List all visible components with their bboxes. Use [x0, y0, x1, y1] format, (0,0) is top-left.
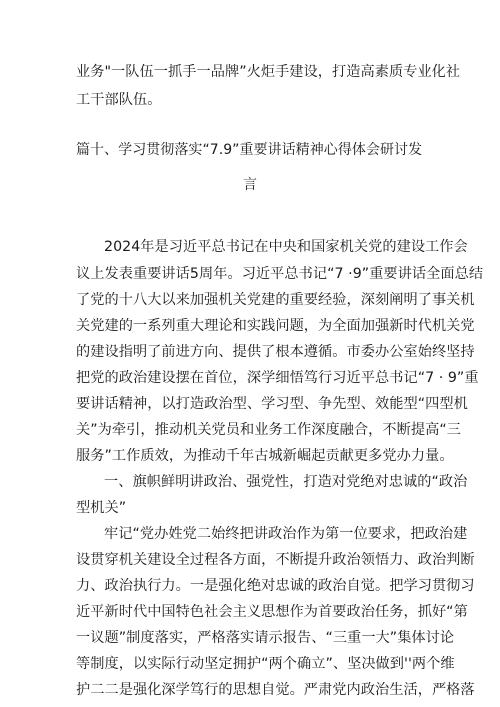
paragraph1-line-2: 议上发表重要讲话5周年。习近平总书记“7 ·9”重要讲话全面总结	[76, 266, 484, 282]
paragraph2-line-4: 近平新时代中国特色社会主义思想作为首要政治任务，抓好“第	[76, 604, 468, 620]
paragraph1-line-4: 关党建的一系列重大理论和实践问题，为全面加强新时代机关党	[76, 318, 475, 334]
paragraph1-line-7: 要讲话精神，以打造政治型、学习型、争先型、效能型“四型机	[76, 396, 468, 412]
paragraph2-line-6: 等制度，以实际行动坚定拥护“两个确立”、坚决做到''两个维	[76, 656, 455, 672]
paragraph2-line-3: 力、政治执行力。一是强化绝对忠诚的政治自觉。把学习贯彻习	[76, 578, 475, 594]
paragraph2-line-2: 设贯穿机关建设全过程各方面，不断提升政治领悟力、政治判断	[76, 552, 475, 568]
intro-line-2: 工干部队伍。	[76, 92, 162, 108]
paragraph1-line-8: 关”为牵引，推动机关党员和业务工作深度融合，不断提高“三	[76, 422, 461, 438]
paragraph1-line-5: 的建设指明了前进方向、提供了根本遵循。市委办公室始终坚持	[76, 344, 475, 360]
section1-heading-line-2: 型机关”	[76, 500, 127, 516]
paragraph1-line-1: 2024年是习近平总书记在中央和国家机关党的建设工作会	[104, 239, 468, 255]
paragraph1-line-6: 把党的政治建设摆在首位，深学细悟笃行习近平总书记“7 · 9”重	[76, 370, 479, 386]
paragraph1-line-3: 了党的十八大以来加强机关党建的重要经验，深刻阐明了事关机	[76, 292, 475, 308]
paragraph1-line-9: 服务”工作质效，为推动千年古城新崛起贡献更多党办力量。	[76, 448, 454, 464]
intro-line-1: 业务"一队伍一抓手一品牌”火炬手建设，打造高素质专业化社	[76, 64, 461, 80]
section1-heading-line-1: 一、旗帜鲜明讲政治、强党性，打造对党绝对忠诚的“政治	[104, 474, 468, 490]
paragraph2-line-1: 牢记“党办姓党二始终把讲政治作为第一位要求，把政治建	[104, 526, 468, 542]
document-title-line-2: 言	[242, 177, 258, 193]
paragraph2-line-5: 一议题”制度落实，严格落实请示报告、“三重一大”集体讨论	[76, 630, 455, 646]
document-title-line-1: 篇十、学习贯彻落实“7.9”重要讲话精神心得体会研讨发	[76, 142, 423, 158]
paragraph2-line-7: 护二二是强化深学笃行的思想自觉。严肃党内政治生活，严格落	[76, 682, 475, 698]
